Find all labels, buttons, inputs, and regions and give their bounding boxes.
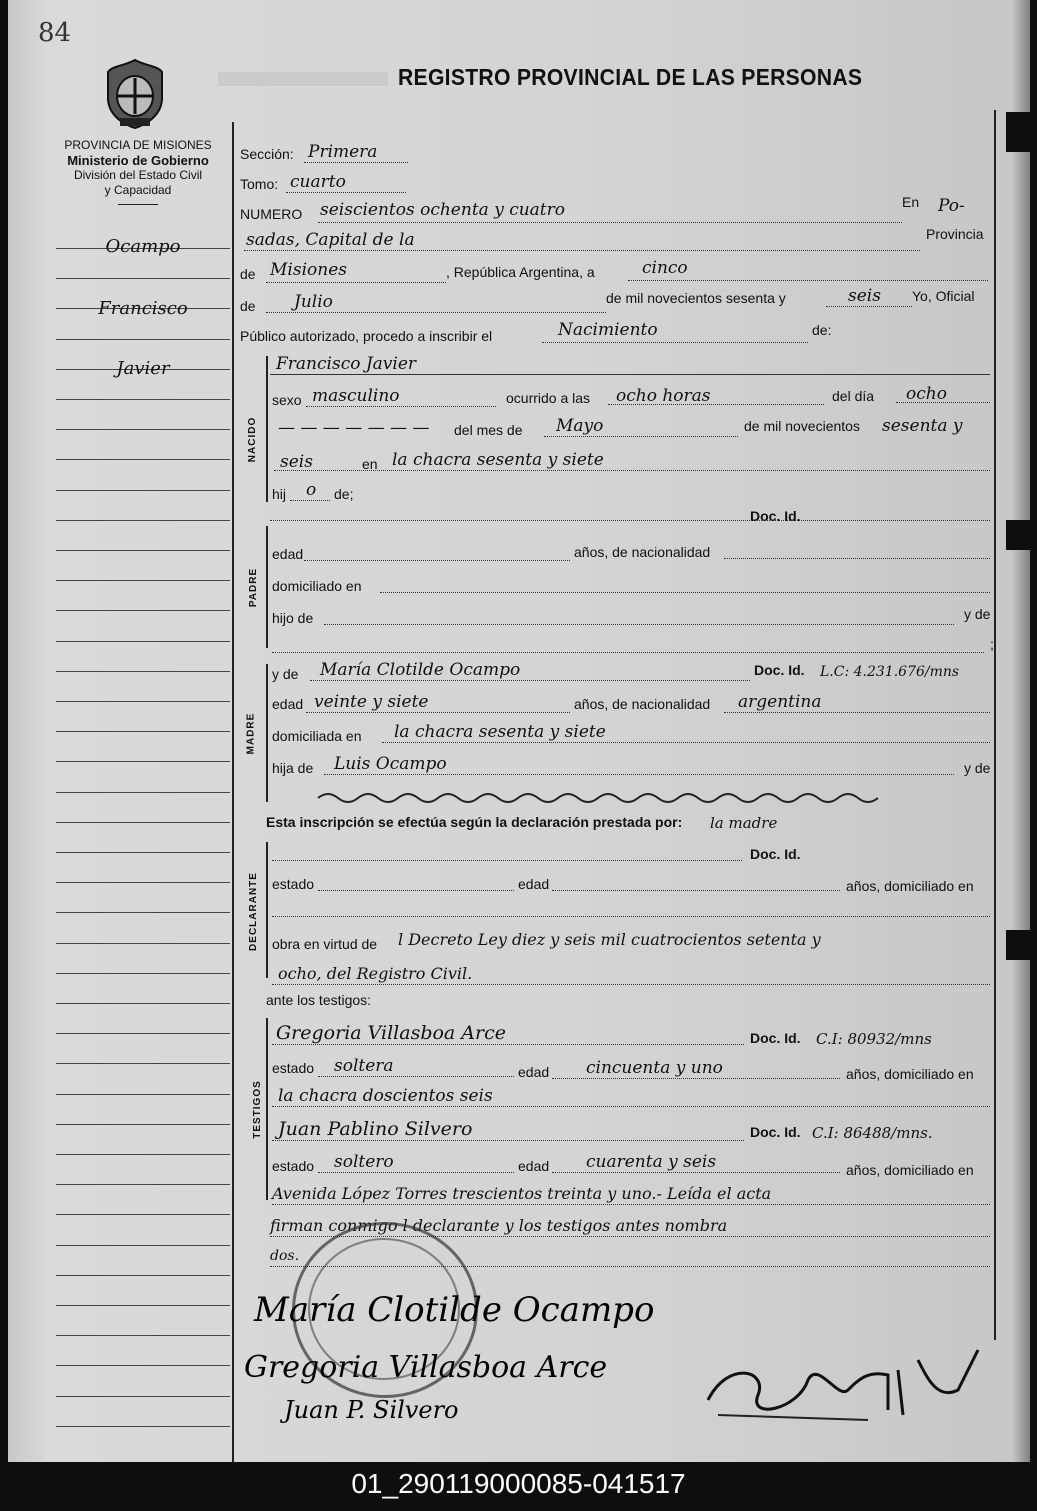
margin-ruled-line — [56, 1154, 230, 1155]
page-tear — [1006, 112, 1030, 152]
margin-ruled-line — [56, 339, 230, 340]
officer-signature — [688, 1340, 988, 1430]
margin-ruled-line — [56, 278, 230, 279]
padre-semicolon: ; — [990, 636, 994, 652]
nacido-dia: ocho — [906, 384, 947, 404]
declarante-docid-label: Doc. Id. — [750, 846, 801, 862]
declarante-nombre-dots — [272, 860, 742, 861]
margin-ruled-line — [56, 912, 230, 913]
numero-dots — [318, 222, 902, 223]
margin-ruled-line — [56, 1365, 230, 1366]
right-border — [994, 110, 996, 1340]
padre-bracket — [266, 526, 268, 648]
madre-yde-label: y de — [272, 666, 299, 682]
seccion-label: Sección: — [240, 146, 294, 162]
publico-label: Público autorizado, procedo a inscribir el — [240, 328, 493, 344]
nacido-mes-dots — [544, 436, 738, 437]
padre-yde-label: y de — [964, 606, 991, 622]
margin-ruled-line — [56, 1184, 230, 1185]
coat-of-arms-icon — [104, 58, 166, 130]
numero-label: NUMERO — [240, 206, 303, 222]
padre-label: PADRE — [248, 567, 260, 608]
margin-ruled-line — [56, 459, 230, 460]
padre-nac-dots — [724, 558, 990, 559]
mes-value: Julio — [294, 292, 333, 312]
margin-ruled-line — [56, 429, 230, 430]
padre-domiciliado-label: domiciliado en — [272, 578, 362, 594]
tomo-value: cuarto — [290, 172, 346, 192]
issuer-ministry: Ministerio de Gobierno — [67, 153, 209, 168]
padre-domicilio-dots — [380, 592, 990, 593]
margin-ruled-line — [56, 882, 230, 883]
testigo1-estado-dots — [318, 1076, 514, 1077]
hij-de-label: de; — [334, 486, 354, 502]
madre-docid: L.C: 4.231.676/mns — [820, 664, 960, 680]
testigo2-docid: C.I: 86488/mns. — [812, 1124, 933, 1142]
oficial-label: Yo, Oficial — [912, 288, 975, 304]
declarante-value: la madre — [710, 814, 778, 832]
madre-docid-label: Doc. Id. — [754, 662, 805, 678]
cierre-line-1: firman conmigo l declarante y los testigos antes nombra — [270, 1216, 728, 1235]
testigo1-anios-label: años, domiciliado en — [846, 1066, 974, 1082]
page-edge-shadow — [1012, 0, 1030, 1462]
madre-yde2-label: y de — [964, 760, 991, 776]
margin-ruled-line — [56, 973, 230, 974]
sexo-value: masculino — [312, 386, 400, 406]
testigos-label-vertical: TESTIGOS — [251, 1080, 263, 1139]
margin-ruled-line — [56, 1305, 230, 1306]
margin-ruled-line — [56, 1124, 230, 1125]
margin-ruled-line — [56, 641, 230, 642]
madre-padre-nombre: Luis Ocampo — [334, 754, 447, 774]
en-label: En — [902, 194, 920, 210]
mil-label: de mil novecientos sesenta y — [606, 290, 786, 306]
margin-ruled-line — [56, 580, 230, 581]
madre-bracket — [266, 664, 268, 802]
testigo2-edad-label: edad — [518, 1158, 550, 1174]
margin-ruled-line — [56, 1335, 230, 1336]
signature-madre: María Clotilde Ocampo — [254, 1290, 655, 1330]
issuer-division: División del Estado Civil — [73, 168, 203, 182]
declarante-edad-label: edad — [518, 876, 550, 892]
signature-testigo-2: Juan P. Silvero — [284, 1396, 459, 1424]
testigo2-estado-label: estado — [272, 1158, 315, 1174]
crossed-out-scribble — [316, 786, 916, 806]
delmes-label: del mes de — [454, 422, 523, 438]
cierre-line-2: dos. — [270, 1248, 300, 1264]
madre-label: MADRE — [245, 712, 257, 755]
padre-edad-dots — [304, 560, 570, 561]
en-dots — [244, 250, 920, 251]
republica-label: , República Argentina, a — [446, 264, 595, 280]
margin-ruled-line — [56, 550, 230, 551]
madre-domicilio-dots — [382, 742, 990, 743]
issuer-province: PROVINCIA DE MISIONES — [64, 138, 212, 152]
margin-ruled-line — [56, 852, 230, 853]
nacido-anio-2: seis — [280, 452, 313, 472]
margin-ruled-line — [56, 671, 230, 672]
margin-ruled-line — [56, 1426, 230, 1427]
testigo2-domicilio: Avenida López Torres trescientos treinta y uno.- Leída el acta — [272, 1184, 772, 1203]
margin-ruled-line — [56, 1245, 230, 1246]
declarante-label: DECLARANTE — [247, 872, 259, 951]
document-page — [8, 0, 1030, 1462]
nacido-nombre: Francisco Javier — [276, 354, 417, 374]
seccion-dots — [304, 162, 408, 163]
padre-hijo-label: hijo de — [272, 610, 314, 626]
madre-anios-label: años, de nacionalidad — [574, 696, 711, 712]
nacido-mes: Mayo — [556, 416, 604, 436]
page-tear — [1006, 930, 1030, 960]
nacido-label: NACIDO — [247, 416, 259, 463]
padre-edad-label: edad — [272, 546, 304, 562]
testigo2-edad-dots — [552, 1172, 840, 1173]
testigo2-estado-dots — [318, 1172, 514, 1173]
testigo1-nombre: Gregoria Villasboa Arce — [276, 1022, 506, 1044]
hora-dots — [608, 404, 824, 405]
obra-value-2: ocho, del Registro Civil. — [278, 964, 473, 983]
margin-ruled-line — [56, 761, 230, 762]
margin-ruled-line — [56, 399, 230, 400]
padre-madre-dots — [272, 652, 984, 653]
de2-label: de — [240, 298, 256, 314]
testigo1-edad-label: edad — [518, 1064, 550, 1080]
margin-ruled-line — [56, 792, 230, 793]
madre-hija-dots — [324, 774, 954, 775]
madre-edad: veinte y siete — [314, 692, 429, 712]
nacido-bracket — [266, 356, 268, 502]
declarante-edad-dots — [552, 890, 840, 891]
obra-label: obra en virtud de — [272, 936, 378, 952]
de-label: de — [240, 266, 256, 282]
anio-dots — [826, 306, 912, 307]
acto-value: Nacimiento — [558, 320, 658, 340]
padre-anios-label: años, de nacionalidad — [574, 544, 711, 560]
hora-value: ocho horas — [616, 386, 711, 406]
testigo1-edad-dots — [552, 1078, 840, 1079]
ocurrido-label: ocurrido a las — [506, 390, 591, 406]
testigo1-domicilio-dots — [272, 1106, 990, 1107]
issuer-block — [38, 138, 238, 205]
testigos-label: ante los testigos: — [266, 992, 372, 1008]
anio-value: seis — [848, 286, 881, 306]
declarante-anios-label: años, domiciliado en — [846, 878, 974, 894]
testigo1-estado: soltera — [334, 1056, 394, 1076]
margin-name-1: Francisco — [98, 298, 188, 319]
obra-dots — [272, 984, 990, 985]
provincia-dots — [266, 282, 446, 283]
acto-dots — [542, 342, 808, 343]
nacido-en-label: en — [362, 456, 378, 472]
hij-dots — [290, 500, 330, 501]
image-id-footer: 01_290119000085-041517 — [351, 1468, 686, 1499]
seccion-value: Primera — [308, 142, 378, 162]
madre-nombre-dots — [310, 680, 750, 681]
margin-divider — [232, 122, 234, 1462]
nacido-lugar: la chacra sesenta y siete — [392, 450, 604, 470]
margin-ruled-line — [56, 1214, 230, 1215]
sexo-label: sexo — [272, 392, 302, 408]
en-value-1: Po- — [938, 196, 965, 216]
testigo2-domicilio-dots — [272, 1204, 990, 1205]
hij-suffix: o — [306, 480, 317, 500]
nacido-lugar-dots — [274, 470, 990, 471]
margin-ruled-line — [56, 731, 230, 732]
numero-value: seiscientos ochenta y cuatro — [320, 200, 565, 220]
margin-ruled-line — [56, 1275, 230, 1276]
provincia-value: Misiones — [270, 260, 347, 280]
nacido-mil-label: de mil novecientos — [744, 418, 860, 434]
faded-heading — [218, 72, 388, 86]
madre-nac-dots — [724, 712, 990, 713]
madre-edad-dots — [306, 712, 570, 713]
madre-nacionalidad: argentina — [738, 692, 822, 712]
margin-ruled-line — [56, 1094, 230, 1095]
testigo1-docid-label: Doc. Id. — [750, 1030, 801, 1046]
testigo1-edad: cincuenta y uno — [586, 1058, 723, 1078]
testigo2-estado: soltero — [334, 1152, 394, 1172]
padre-hijo-dots — [324, 624, 954, 625]
testigo2-nombre: Juan Pablino Silvero — [278, 1118, 473, 1140]
declarante-estado-label: estado — [272, 876, 315, 892]
margin-ruled-line — [56, 1003, 230, 1004]
provincia-label: Provincia — [926, 226, 984, 242]
divider — [118, 204, 158, 205]
madre-edad-label: edad — [272, 696, 304, 712]
testigo1-domicilio: la chacra doscientos seis — [278, 1086, 493, 1106]
deldia-label: del día — [832, 388, 875, 404]
dia-value: cinco — [642, 258, 688, 278]
margin-ruled-line — [56, 701, 230, 702]
testigo1-docid: C.I: 80932/mns — [816, 1030, 932, 1048]
testigo1-estado-label: estado — [272, 1060, 315, 1076]
testigo1-nombre-dots — [272, 1044, 744, 1045]
margin-ruled-line — [56, 1396, 230, 1397]
madre-domiciliada-label: domiciliada en — [272, 728, 362, 744]
nacido-docid-label: Doc. Id. — [750, 508, 801, 524]
page-tear — [1006, 520, 1030, 550]
madre-hija-label: hija de — [272, 760, 314, 776]
en-value-2: sadas, Capital de la — [246, 230, 415, 250]
nacido-dia-dots — [896, 402, 990, 403]
testigo2-docid-label: Doc. Id. — [750, 1124, 801, 1140]
declaracion-label: Esta inscripción se efectúa según la declaración prestada por: — [266, 814, 683, 830]
testigos-bracket — [266, 1018, 268, 1200]
nacido-nombre-line — [270, 374, 990, 375]
margin-ruled-line — [56, 610, 230, 611]
declarante-estado-dots — [318, 890, 514, 891]
madre-domicilio: la chacra sesenta y siete — [394, 722, 606, 742]
obra-value-1: l Decreto Ley diez y seis mil cuatrocientos setenta y — [398, 930, 821, 949]
testigo2-nombre-dots — [272, 1140, 744, 1141]
nacido-anio-1: sesenta y — [882, 416, 963, 436]
tomo-dots — [286, 192, 406, 193]
testigo2-anios-label: años, domiciliado en — [846, 1162, 974, 1178]
margin-ruled-line — [56, 490, 230, 491]
signature-testigo-1: Gregoria Villasboa Arce — [244, 1350, 608, 1385]
dia-dots — [628, 280, 988, 281]
madre-nombre: María Clotilde Ocampo — [320, 660, 521, 680]
nacido-guiones: — — — — — — — — [278, 418, 430, 438]
declarante-bracket — [266, 842, 268, 978]
margin-surname: Ocampo — [105, 236, 181, 257]
de3-label: de: — [812, 322, 832, 338]
mes-dots — [266, 312, 606, 313]
margin-ruled-line — [56, 1063, 230, 1064]
page-title: REGISTRO PROVINCIAL DE LAS PERSONAS — [398, 64, 863, 90]
folio-number: 84 — [38, 18, 72, 48]
margin-ruled-line — [56, 943, 230, 944]
margin-name-2: Javier — [116, 358, 170, 379]
issuer-division-2: y Capacidad — [104, 183, 172, 197]
nacido-docid-line — [270, 520, 990, 521]
hij-label: hij — [272, 486, 287, 502]
testigo2-edad: cuarenta y seis — [586, 1152, 717, 1172]
margin-ruled-line — [56, 1033, 230, 1034]
sexo-dots — [306, 406, 496, 407]
margin-ruled-line — [56, 822, 230, 823]
tomo-label: Tomo: — [240, 176, 279, 192]
margin-ruled-line — [56, 520, 230, 521]
declarante-domicilio-dots — [272, 916, 990, 917]
